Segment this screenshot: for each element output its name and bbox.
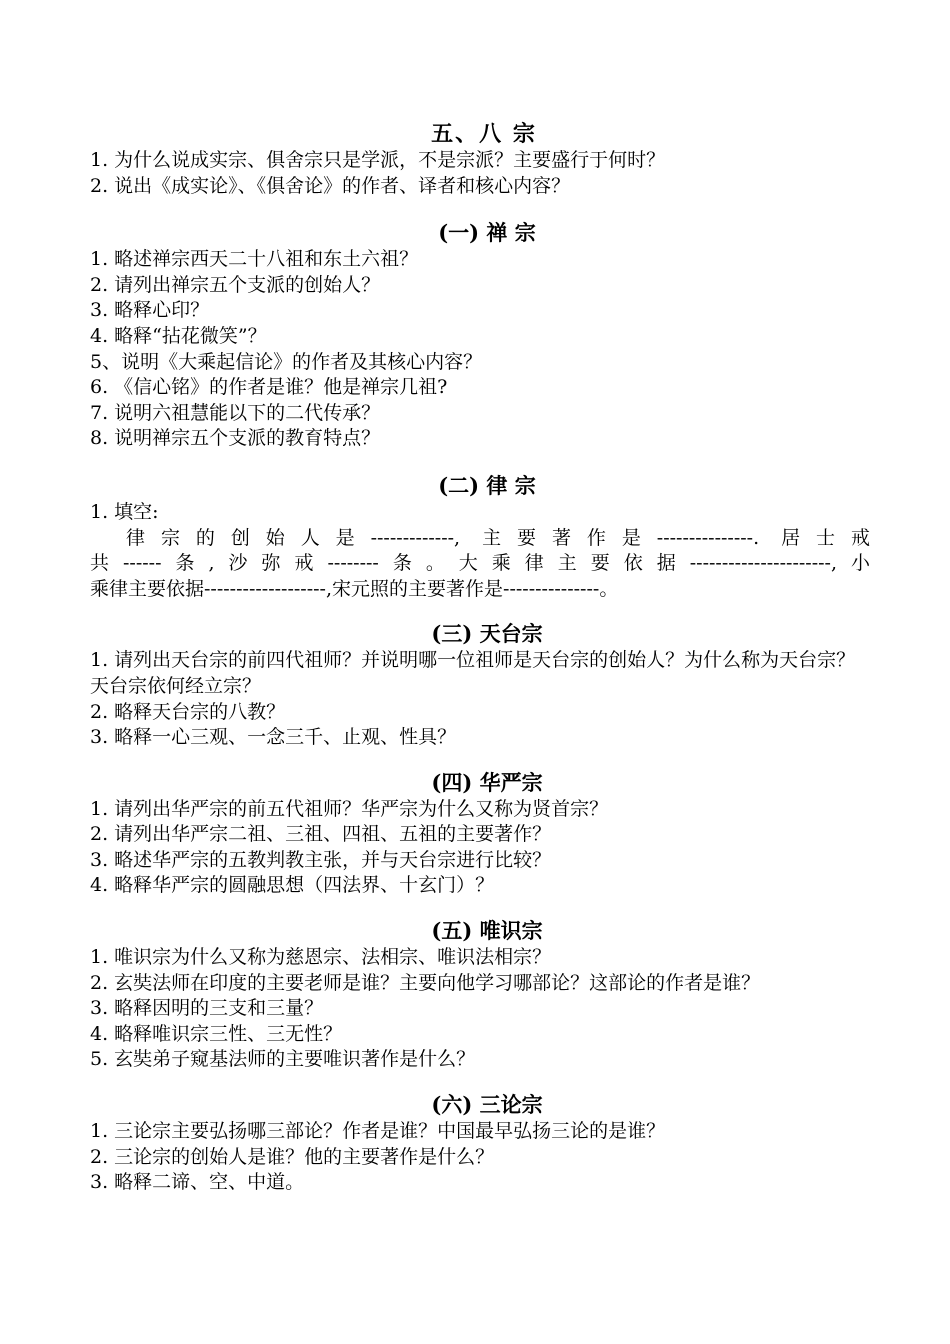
question-item: 1. 略述禅宗西天二十八祖和东土六祖？ — [90, 248, 419, 271]
question-item: 5. 玄奘弟子窥基法师的主要唯识著作是什么？ — [90, 1048, 476, 1071]
question-item: 2. 说出《成实论》、《俱舍论》的作者、译者和核心内容？ — [90, 174, 571, 197]
question-item: 6. 《信心铭》的作者是谁？他是禅宗几祖? — [90, 376, 448, 399]
question-item: 2. 略释天台宗的八教？ — [90, 700, 286, 723]
question-item: 3. 略释一心三观、一念三千、止观、性具？ — [90, 726, 457, 749]
question-item: 4. 略释唯识宗三性、三无性？ — [90, 1022, 343, 1045]
question-item: 2. 请列出华严宗二祖、三祖、四祖、五祖的主要著作？ — [90, 823, 552, 846]
section-title-chan: (一) 禅 宗 — [438, 220, 536, 246]
question-item: 2. 请列出禅宗五个支派的创始人？ — [90, 273, 381, 296]
question-item: 1. 唯识宗为什么又称为慈恩宗、法相宗、唯识法相宗？ — [90, 946, 552, 969]
question-item: 1. 填空: — [90, 500, 159, 523]
question-item: 1. 请列出天台宗的前四代祖师？并说明哪一位祖师是天台宗的创始人？为什么称为天台宗？天台宗依何经立宗？ — [90, 649, 856, 697]
section-title-lv: (二) 律 宗 — [438, 472, 536, 498]
question-item: 1. 三论宗主要弘扬哪三部论？作者是谁？中国最早弘扬三论的是谁？ — [90, 1120, 666, 1143]
document-page — [90, 120, 870, 1196]
question-item: 7. 说明六祖慧能以下的二代传承？ — [90, 401, 381, 424]
fill-in-line: 律宗的创始人是-------------, 主要著作是---------------. 居士戒 — [126, 526, 870, 549]
fill-in-blank-paragraph — [90, 526, 870, 603]
question-item: 2. 玄奘法师在印度的主要老师是谁？主要向他学习哪部论？这部论的作者是谁？ — [90, 971, 761, 994]
section-title-weishi: (五) 唯识宗 — [431, 918, 543, 944]
question-item: 4. 略释“拈花微笑”？ — [90, 324, 267, 347]
question-item: 3. 略释心印？ — [90, 299, 210, 322]
question-item: 2. 三论宗的创始人是谁？他的主要著作是什么？ — [90, 1145, 495, 1168]
fill-in-line: 共------条,沙弥戒--------条。大乘律主要依据----------------------,小 — [90, 552, 870, 575]
fill-in-line: 乘律主要依据-------------------,宋元照的主要著作是---------------。 — [90, 577, 619, 600]
question-item: 3. 略释因明的三支和三量？ — [90, 997, 324, 1020]
question-item: 8. 说明禅宗五个支派的教育特点？ — [90, 427, 381, 450]
section-title-sanlun: (六) 三论宗 — [431, 1092, 543, 1118]
question-item: 5、说明《大乘起信论》的作者及其核心内容？ — [90, 350, 483, 373]
page-title: 五、八 宗 — [431, 121, 537, 147]
question-item: 1. 为什么说成实宗、俱舍宗只是学派，不是宗派？主要盛行于何时？ — [90, 149, 666, 171]
question-item: 1. 请列出华严宗的前五代祖师？华严宗为什么又称为贤首宗？ — [90, 797, 609, 820]
question-item: 3. 略述华严宗的五教判教主张，并与天台宗进行比较？ — [90, 848, 552, 871]
section-title-huayan: (四) 华严宗 — [431, 769, 543, 795]
question-item: 4. 略释华严宗的圆融思想（四法界、十玄门）？ — [90, 874, 495, 897]
section-title-tiantai: (三) 天台宗 — [431, 621, 543, 647]
question-item: 3. 略释二谛、空、中道。 — [90, 1171, 305, 1194]
